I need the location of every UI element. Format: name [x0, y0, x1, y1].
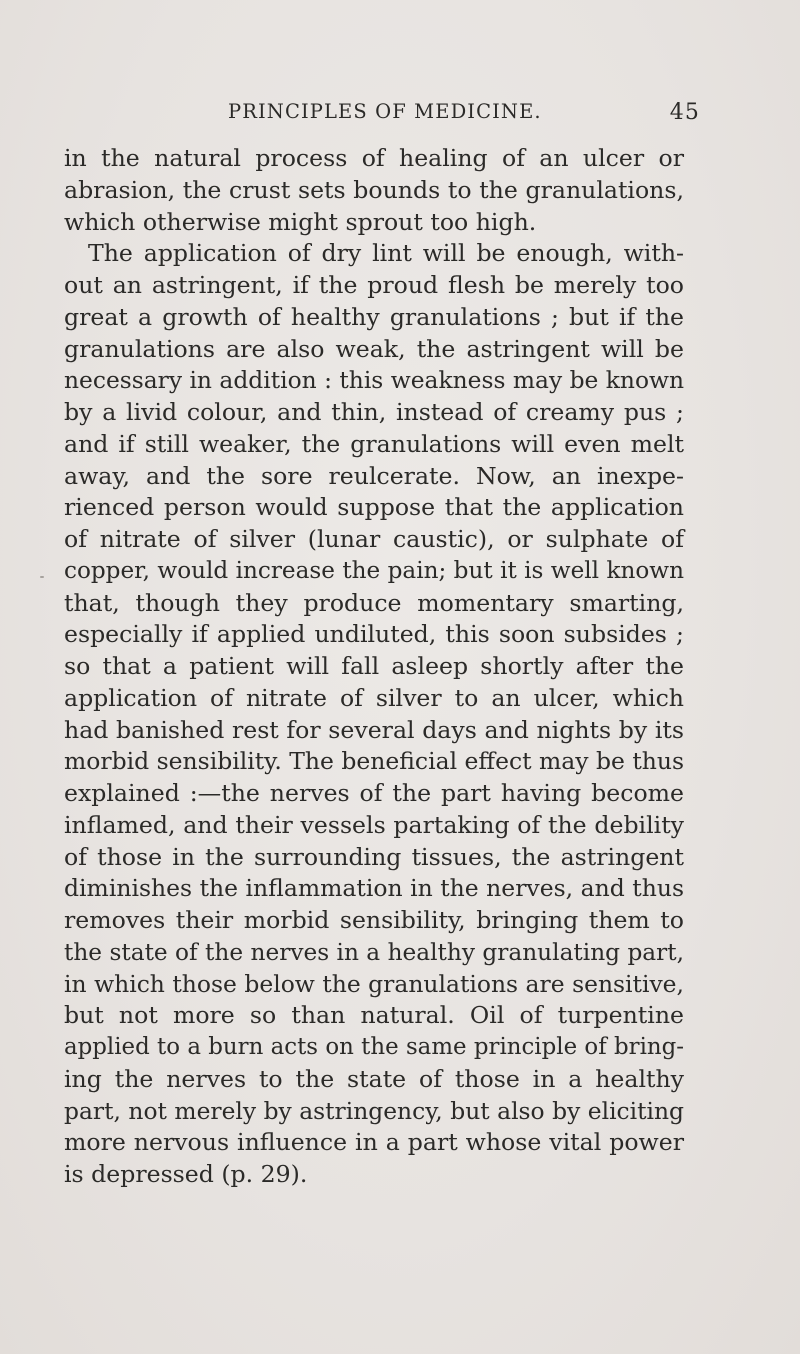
text-line: explained :—the nerves of the part having become: [64, 779, 684, 807]
text-line: inflamed, and their vessels partaking of the debility: [64, 810, 684, 839]
text-line: in which those below the granulations are sensitive,: [64, 969, 684, 998]
text-line: which otherwise might sprout too high.: [64, 207, 537, 236]
text-line: applied to a burn acts on the same principle of bring-: [64, 1034, 684, 1060]
text-line: application of nitrate of silver to an ulcer, which: [64, 683, 684, 712]
text-line: removes their morbid sensibility, bringing them to: [64, 906, 684, 934]
text-line: and if still weaker, the granulations will even melt: [64, 429, 684, 458]
text-line: is depressed (p. 29).: [64, 1160, 308, 1188]
page-header: [228, 100, 700, 130]
text-line: that, though they produce momentary smarting,: [64, 588, 684, 617]
text-line: in the natural process of healing of an ulcer or: [64, 144, 684, 172]
text-line: out an astringent, if the proud flesh be merely too: [64, 271, 684, 299]
page-number: 45: [669, 100, 700, 125]
text-line: of those in the surrounding tissues, the astringent: [64, 842, 684, 871]
running-title: PRINCIPLES OF MEDICINE.: [228, 100, 542, 123]
text-line: ing the nerves to the state of those in a healthy: [64, 1064, 684, 1093]
text-line: so that a patient will fall asleep shortly after the: [64, 652, 684, 680]
text-line: had banished rest for several days and nights by its: [64, 715, 684, 744]
margin-speck: [40, 576, 44, 578]
text-line: granulations are also weak, the astringent will be: [64, 334, 684, 363]
text-line: by a livid colour, and thin, instead of creamy pus ;: [64, 398, 684, 426]
text-line: the state of the nerves in a healthy granulating part,: [64, 938, 684, 966]
text-line: abrasion, the crust sets bounds to the granulations,: [64, 175, 684, 204]
body-text: [64, 143, 684, 1191]
paragraph-start-line: The application of dry lint will be enough, with-: [88, 239, 684, 268]
text-line: part, not merely by astringency, but also by eliciting: [64, 1096, 684, 1125]
text-line: away, and the sore reulcerate. Now, an inexpe-: [64, 461, 684, 490]
text-line: diminishes the inflammation in the nerves, and thus: [64, 874, 684, 903]
text-line: great a growth of healthy granulations ; but if the: [64, 302, 684, 331]
text-line: of nitrate of silver (lunar caustic), or sulphate of: [64, 525, 684, 553]
text-line: copper, would increase the pain; but it is well known: [64, 557, 684, 584]
text-line: especially if applied undiluted, this soon subsides ;: [64, 620, 684, 649]
text-line: rienced person would suppose that the application: [64, 493, 684, 522]
text-line: necessary in addition : this weakness may be known: [64, 366, 685, 395]
text-line: but not more so than natural. Oil of turpentine: [64, 1001, 684, 1030]
text-line: more nervous influence in a part whose vital power: [64, 1128, 684, 1157]
text-line: morbid sensibility. The beneficial effect may be thus: [64, 747, 685, 776]
